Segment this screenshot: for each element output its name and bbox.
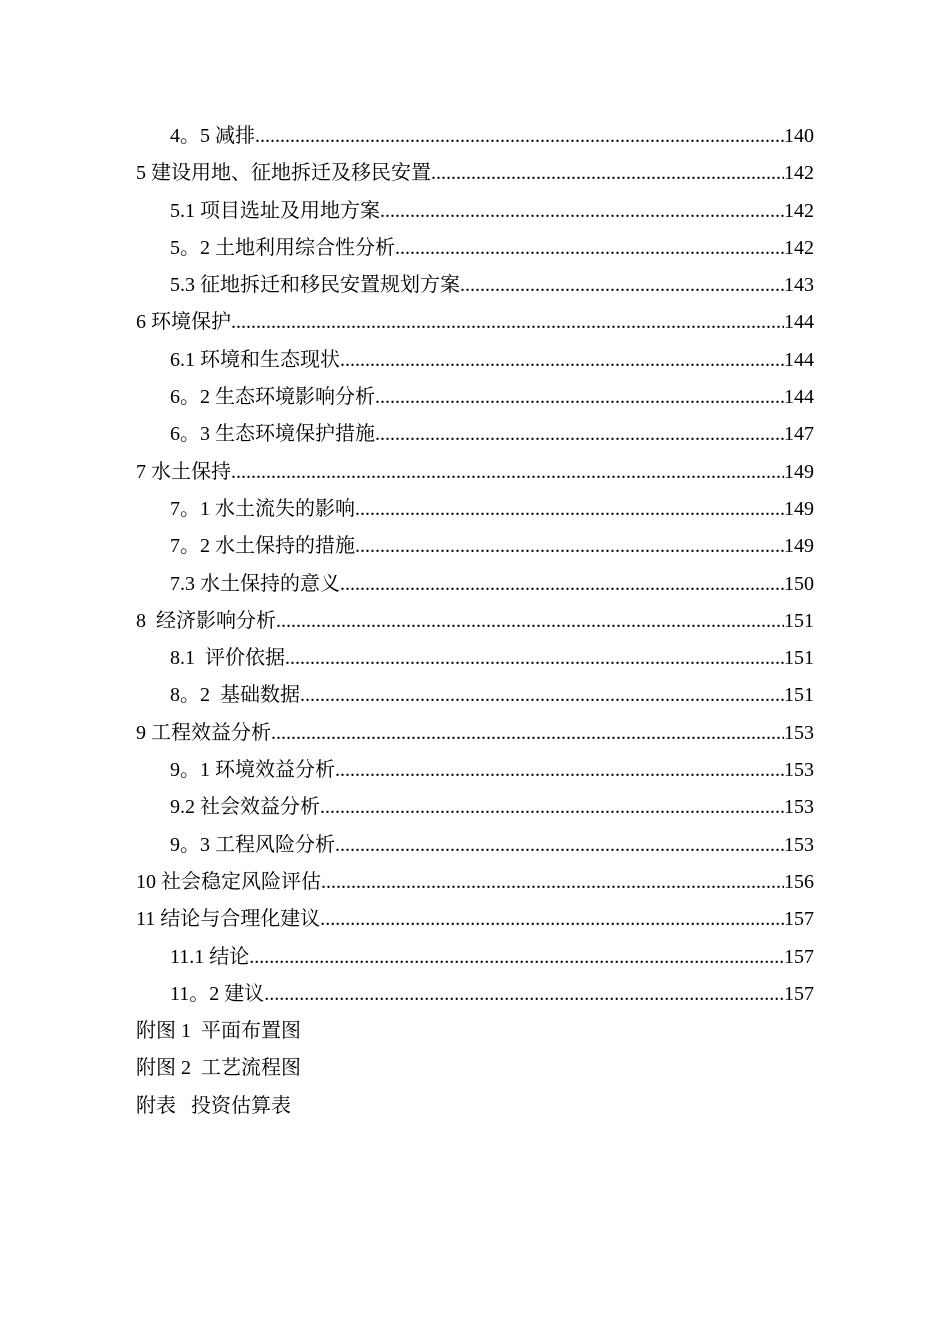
- toc-entry-title: 5.3 征地拆迁和移民安置规划方案: [170, 274, 460, 297]
- toc-entry[interactable]: [136, 379, 814, 416]
- toc-entry-page-number: 151: [784, 647, 814, 670]
- toc-entry-title: 8 经济影响分析: [136, 609, 276, 632]
- toc-entry-title: 10 社会稳定风险评估: [136, 870, 321, 893]
- toc-entry-page-number: 157: [784, 945, 814, 968]
- toc-dot-leader: [271, 715, 784, 752]
- toc-dot-leader: [320, 901, 784, 938]
- toc-entry-title: 11.1 结论: [170, 945, 250, 968]
- toc-entry-title: 7.3 水土保持的意义: [170, 572, 340, 595]
- toc-entry-page-number: 142: [784, 162, 814, 185]
- toc-dot-leader: [380, 193, 784, 230]
- toc-dot-leader: [285, 640, 784, 677]
- toc-entry[interactable]: [136, 789, 814, 826]
- toc-dot-leader: [375, 416, 784, 453]
- toc-dot-leader: [231, 304, 784, 341]
- toc-entry-page-number: 153: [784, 759, 814, 782]
- toc-entry-page-number: 149: [784, 497, 814, 520]
- toc-entry[interactable]: [136, 752, 814, 789]
- toc-dot-leader: [321, 864, 784, 901]
- toc-entry-page-number: 143: [784, 274, 814, 297]
- toc-entry-title: 7。2 水土保持的措施: [170, 535, 355, 558]
- toc-entry[interactable]: [136, 640, 814, 677]
- toc-entry[interactable]: [136, 342, 814, 379]
- toc-entry-title: 5 建设用地、征地拆迁及移民安置: [136, 162, 431, 185]
- toc-entry-page-number: 142: [784, 236, 814, 259]
- toc-dot-leader: [276, 603, 784, 640]
- toc-entry-page-number: 151: [784, 684, 814, 707]
- toc-entry[interactable]: [136, 416, 814, 453]
- toc-entry-page-number: 153: [784, 721, 814, 744]
- toc-entry-title: 6。3 生态环境保护措施: [170, 423, 375, 446]
- toc-entry-page-number: 149: [784, 535, 814, 558]
- toc-entry-title: 9。3 工程风险分析: [170, 833, 335, 856]
- toc-entry[interactable]: [136, 566, 814, 603]
- toc-entry[interactable]: [136, 118, 814, 155]
- toc-entry[interactable]: [136, 901, 814, 938]
- toc-entry-title: 6.1 环境和生态现状: [170, 348, 340, 371]
- toc-entry[interactable]: [136, 304, 814, 341]
- table-of-contents: [136, 118, 814, 1125]
- toc-dot-leader: [300, 677, 784, 714]
- toc-entry[interactable]: [136, 267, 814, 304]
- toc-entry[interactable]: [136, 603, 814, 640]
- toc-entry-title: 9 工程效益分析: [136, 721, 271, 744]
- toc-entry[interactable]: [136, 715, 814, 752]
- toc-entry[interactable]: [136, 677, 814, 714]
- toc-dot-leader: [255, 118, 784, 155]
- appendix-table: 附表 投资估算表: [136, 1094, 291, 1117]
- toc-entry-page-number: 157: [784, 982, 814, 1005]
- toc-entry-title: 5。2 土地利用综合性分析: [170, 236, 395, 259]
- toc-dot-leader: [431, 155, 784, 192]
- toc-dot-leader: [340, 342, 784, 379]
- toc-entry-title: 8。2 基础数据: [170, 684, 300, 707]
- toc-entry[interactable]: [136, 155, 814, 192]
- toc-entry-page-number: 140: [784, 125, 814, 147]
- toc-entry-title: 9。1 环境效益分析: [170, 759, 335, 782]
- toc-entry-title: 6。2 生态环境影响分析: [170, 386, 375, 409]
- toc-entry-title: 7 水土保持: [136, 460, 231, 483]
- toc-entry-page-number: 144: [784, 348, 814, 371]
- toc-entry-page-number: 144: [784, 311, 814, 334]
- toc-entry[interactable]: [136, 528, 814, 565]
- toc-entry[interactable]: [136, 976, 814, 1013]
- toc-entry[interactable]: [136, 864, 814, 901]
- toc-entry-title: 11 结论与合理化建议: [136, 908, 321, 931]
- toc-dot-leader: [335, 827, 784, 864]
- toc-entry[interactable]: [136, 491, 814, 528]
- appendix-figure-2: 附图 2 工艺流程图: [136, 1057, 301, 1080]
- toc-dot-leader: [375, 379, 784, 416]
- toc-entry[interactable]: [136, 827, 814, 864]
- toc-entry-page-number: 144: [784, 386, 814, 409]
- toc-entry-title: 9.2 社会效益分析: [170, 796, 320, 819]
- toc-entry-page-number: 153: [784, 833, 814, 856]
- toc-entry-title: 4。5 减排: [170, 125, 255, 147]
- toc-dot-leader: [355, 491, 784, 528]
- toc-dot-leader: [355, 528, 784, 565]
- toc-entry-title: 5.1 项目选址及用地方案: [170, 199, 380, 222]
- toc-entry-title: 11。2 建议: [170, 982, 265, 1005]
- toc-dot-leader: [340, 566, 784, 603]
- toc-entry-page-number: 157: [784, 908, 814, 931]
- toc-entry-page-number: 142: [784, 199, 814, 222]
- toc-dot-leader: [264, 976, 784, 1013]
- toc-entry-page-number: 153: [784, 796, 814, 819]
- toc-entry[interactable]: [136, 193, 814, 230]
- toc-entry-page-number: 147: [784, 423, 814, 446]
- toc-dot-leader: [395, 230, 784, 267]
- toc-entry-title: 6 环境保护: [136, 311, 231, 334]
- toc-entry[interactable]: [136, 939, 814, 976]
- toc-dot-leader: [460, 267, 784, 304]
- toc-dot-leader: [231, 454, 784, 491]
- toc-dot-leader: [249, 939, 784, 976]
- toc-entry-page-number: 149: [784, 460, 814, 483]
- appendix-figure-1: 附图 1 平面布置图: [136, 1020, 301, 1043]
- toc-entry[interactable]: [136, 230, 814, 267]
- toc-entry-page-number: 150: [784, 572, 814, 595]
- toc-entry[interactable]: [136, 454, 814, 491]
- toc-entry-page-number: 156: [784, 870, 814, 893]
- toc-entry-title: 7。1 水土流失的影响: [170, 497, 355, 520]
- toc-entry-page-number: 151: [784, 609, 814, 632]
- toc-entry-title: 8.1 评价依据: [170, 647, 285, 670]
- toc-dot-leader: [320, 789, 784, 826]
- toc-dot-leader: [335, 752, 784, 789]
